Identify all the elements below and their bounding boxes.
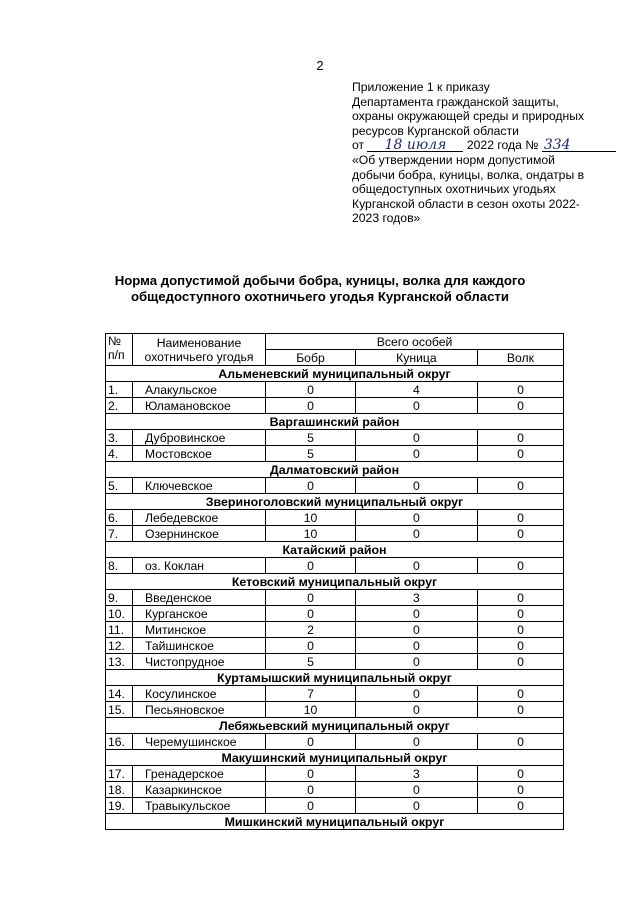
marten-count: 0 — [355, 798, 477, 814]
order-date-line — [352, 138, 622, 153]
subject-line: Курганской области в сезон охоты 2022- — [352, 196, 580, 211]
table-row — [106, 734, 564, 750]
title-line: Норма допустимой добычи бобра, куницы, волка для каждого — [114, 273, 526, 288]
header-beaver: Бобр — [266, 350, 356, 366]
row-number: 9. — [106, 590, 133, 606]
table-row — [106, 510, 564, 526]
section-title: Звериноголовский муниципальный округ — [106, 494, 564, 510]
marten-count: 0 — [355, 638, 477, 654]
row-number: 8. — [106, 558, 133, 574]
beaver-count: 0 — [266, 638, 356, 654]
wolf-count: 0 — [477, 478, 563, 494]
subject-line: добычи бобра, куницы, волка, ондатры в — [352, 167, 585, 182]
page-number: 2 — [316, 58, 324, 73]
section-title: Мишкинский муниципальный округ — [106, 814, 564, 830]
row-number: 11. — [106, 622, 133, 638]
wolf-count: 0 — [477, 382, 563, 398]
marten-count: 0 — [355, 622, 477, 638]
header-name — [133, 334, 266, 366]
beaver-count: 0 — [266, 606, 356, 622]
section-row — [106, 542, 564, 558]
hunting-ground-name: Юламановское — [133, 398, 266, 414]
row-number: 18. — [106, 782, 133, 798]
hunting-ground-name: Дубровинское — [133, 430, 266, 446]
wolf-count: 0 — [477, 766, 563, 782]
section-row — [106, 366, 564, 382]
beaver-count: 10 — [266, 702, 356, 718]
header-name-label: охотничьего угодья — [144, 349, 254, 364]
marten-count: 0 — [355, 558, 477, 574]
table-row — [106, 766, 564, 782]
beaver-count: 5 — [266, 430, 356, 446]
norms-table — [105, 333, 564, 830]
marten-count: 3 — [355, 590, 477, 606]
hunting-ground-name: Тайшинское — [133, 638, 266, 654]
marten-count: 4 — [355, 382, 477, 398]
section-title: Кетовский муниципальный округ — [106, 574, 564, 590]
row-number: 7. — [106, 526, 133, 542]
row-number: 12. — [106, 638, 133, 654]
wolf-count: 0 — [477, 558, 563, 574]
row-number: 3. — [106, 430, 133, 446]
marten-count: 0 — [355, 782, 477, 798]
beaver-count: 0 — [266, 798, 356, 814]
wolf-count: 0 — [477, 590, 563, 606]
hunting-ground-name: Чистопрудное — [133, 654, 266, 670]
header-marten: Куница — [355, 350, 477, 366]
wolf-count: 0 — [477, 686, 563, 702]
header-num-label: № — [108, 334, 122, 348]
wolf-count: 0 — [477, 622, 563, 638]
wolf-count: 0 — [477, 446, 563, 462]
title-line: общедоступного охотничьего угодья Курганской области — [130, 289, 510, 304]
section-row — [106, 750, 564, 766]
appendix-line: Департамента гражданской защиты, — [352, 94, 559, 109]
marten-count: 0 — [355, 478, 477, 494]
subject-line: «Об утверждении норм допустимой — [352, 152, 555, 167]
row-number: 10. — [106, 606, 133, 622]
table-row — [106, 606, 564, 622]
wolf-count: 0 — [477, 798, 563, 814]
handwritten-order-number: 334 — [542, 139, 616, 152]
table-row — [106, 622, 564, 638]
appendix-block — [352, 80, 622, 226]
hunting-ground-name: Введенское — [133, 590, 266, 606]
section-row — [106, 414, 564, 430]
hunting-ground-name: оз. Коклан — [133, 558, 266, 574]
row-number: 1. — [106, 382, 133, 398]
beaver-count: 5 — [266, 446, 356, 462]
from-label: от — [352, 138, 365, 153]
table-row — [106, 638, 564, 654]
year-text: 2022 года № — [466, 138, 539, 153]
wolf-count: 0 — [477, 430, 563, 446]
beaver-count: 0 — [266, 782, 356, 798]
table-row — [106, 798, 564, 814]
table-row — [106, 782, 564, 798]
beaver-count: 0 — [266, 734, 356, 750]
subject-line: 2023 годов» — [352, 211, 421, 226]
wolf-count: 0 — [477, 606, 563, 622]
hunting-ground-name: Гренадерское — [133, 766, 266, 782]
marten-count: 0 — [355, 510, 477, 526]
table-body — [106, 366, 564, 830]
section-title: Катайский район — [106, 542, 564, 558]
beaver-count: 10 — [266, 510, 356, 526]
header-total: Всего особей — [266, 334, 564, 350]
row-number: 2. — [106, 398, 133, 414]
header-num-label: п/п — [108, 348, 125, 362]
wolf-count: 0 — [477, 654, 563, 670]
section-title: Альменевский муниципальный округ — [106, 366, 564, 382]
hunting-ground-name: Ключевское — [133, 478, 266, 494]
hunting-ground-name: Песьяновское — [133, 702, 266, 718]
table-row — [106, 526, 564, 542]
handwritten-date: 18 июля — [367, 139, 463, 152]
row-number: 19. — [106, 798, 133, 814]
hunting-ground-name: Мостовское — [133, 446, 266, 462]
table-row — [106, 398, 564, 414]
wolf-count: 0 — [477, 734, 563, 750]
beaver-count: 0 — [266, 478, 356, 494]
wolf-count: 0 — [477, 782, 563, 798]
header-wolf: Волк — [477, 350, 563, 366]
beaver-count: 10 — [266, 526, 356, 542]
table-row — [106, 430, 564, 446]
row-number: 14. — [106, 686, 133, 702]
section-row — [106, 462, 564, 478]
appendix-line: Приложение 1 к приказу — [352, 80, 490, 94]
marten-count: 0 — [355, 734, 477, 750]
section-row — [106, 494, 564, 510]
section-title: Варгашинский район — [106, 414, 564, 430]
marten-count: 0 — [355, 430, 477, 446]
beaver-count: 0 — [266, 590, 356, 606]
wolf-count: 0 — [477, 526, 563, 542]
table-row — [106, 686, 564, 702]
hunting-ground-name: Лебедевское — [133, 510, 266, 526]
appendix-line: охраны окружающей среды и природных — [352, 109, 585, 124]
wolf-count: 0 — [477, 510, 563, 526]
marten-count: 0 — [355, 398, 477, 414]
section-row — [106, 718, 564, 734]
section-title: Макушинский муниципальный округ — [106, 750, 564, 766]
row-number: 5. — [106, 478, 133, 494]
subject-line: общедоступных охотничьих угодьях — [352, 182, 556, 197]
table-row — [106, 590, 564, 606]
beaver-count: 0 — [266, 766, 356, 782]
row-number: 17. — [106, 766, 133, 782]
row-number: 15. — [106, 702, 133, 718]
beaver-count: 0 — [266, 558, 356, 574]
section-row — [106, 574, 564, 590]
table-row — [106, 702, 564, 718]
hunting-ground-name: Озернинское — [133, 526, 266, 542]
marten-count: 0 — [355, 654, 477, 670]
hunting-ground-name: Алакульское — [133, 382, 266, 398]
marten-count: 0 — [355, 526, 477, 542]
hunting-ground-name: Митинское — [133, 622, 266, 638]
hunting-ground-name: Травыкульское — [133, 798, 266, 814]
table-row — [106, 382, 564, 398]
marten-count: 0 — [355, 606, 477, 622]
header-name-label: Наименование — [156, 335, 242, 350]
beaver-count: 0 — [266, 382, 356, 398]
beaver-count: 2 — [266, 622, 356, 638]
row-number: 16. — [106, 734, 133, 750]
section-title: Куртамышский муниципальный округ — [106, 670, 564, 686]
section-title: Лебяжьевский муниципальный округ — [106, 718, 564, 734]
wolf-count: 0 — [477, 702, 563, 718]
header-num — [106, 334, 133, 366]
hunting-ground-name: Курганское — [133, 606, 266, 622]
marten-count: 0 — [355, 686, 477, 702]
wolf-count: 0 — [477, 638, 563, 654]
section-title: Далматовский район — [106, 462, 564, 478]
table-row — [106, 558, 564, 574]
marten-count: 0 — [355, 446, 477, 462]
beaver-count: 0 — [266, 398, 356, 414]
wolf-count: 0 — [477, 398, 563, 414]
beaver-count: 7 — [266, 686, 356, 702]
table-row — [106, 654, 564, 670]
appendix-line: ресурсов Курганской области — [352, 123, 519, 138]
beaver-count: 5 — [266, 654, 356, 670]
row-number: 13. — [106, 654, 133, 670]
hunting-ground-name: Черемушинское — [133, 734, 266, 750]
marten-count: 3 — [355, 766, 477, 782]
table-row — [106, 446, 564, 462]
document-title — [0, 273, 640, 305]
row-number: 4. — [106, 446, 133, 462]
hunting-ground-name: Казаркинское — [133, 782, 266, 798]
row-number: 6. — [106, 510, 133, 526]
hunting-ground-name: Косулинское — [133, 686, 266, 702]
section-row — [106, 670, 564, 686]
table-row — [106, 478, 564, 494]
section-row — [106, 814, 564, 830]
marten-count: 0 — [355, 702, 477, 718]
